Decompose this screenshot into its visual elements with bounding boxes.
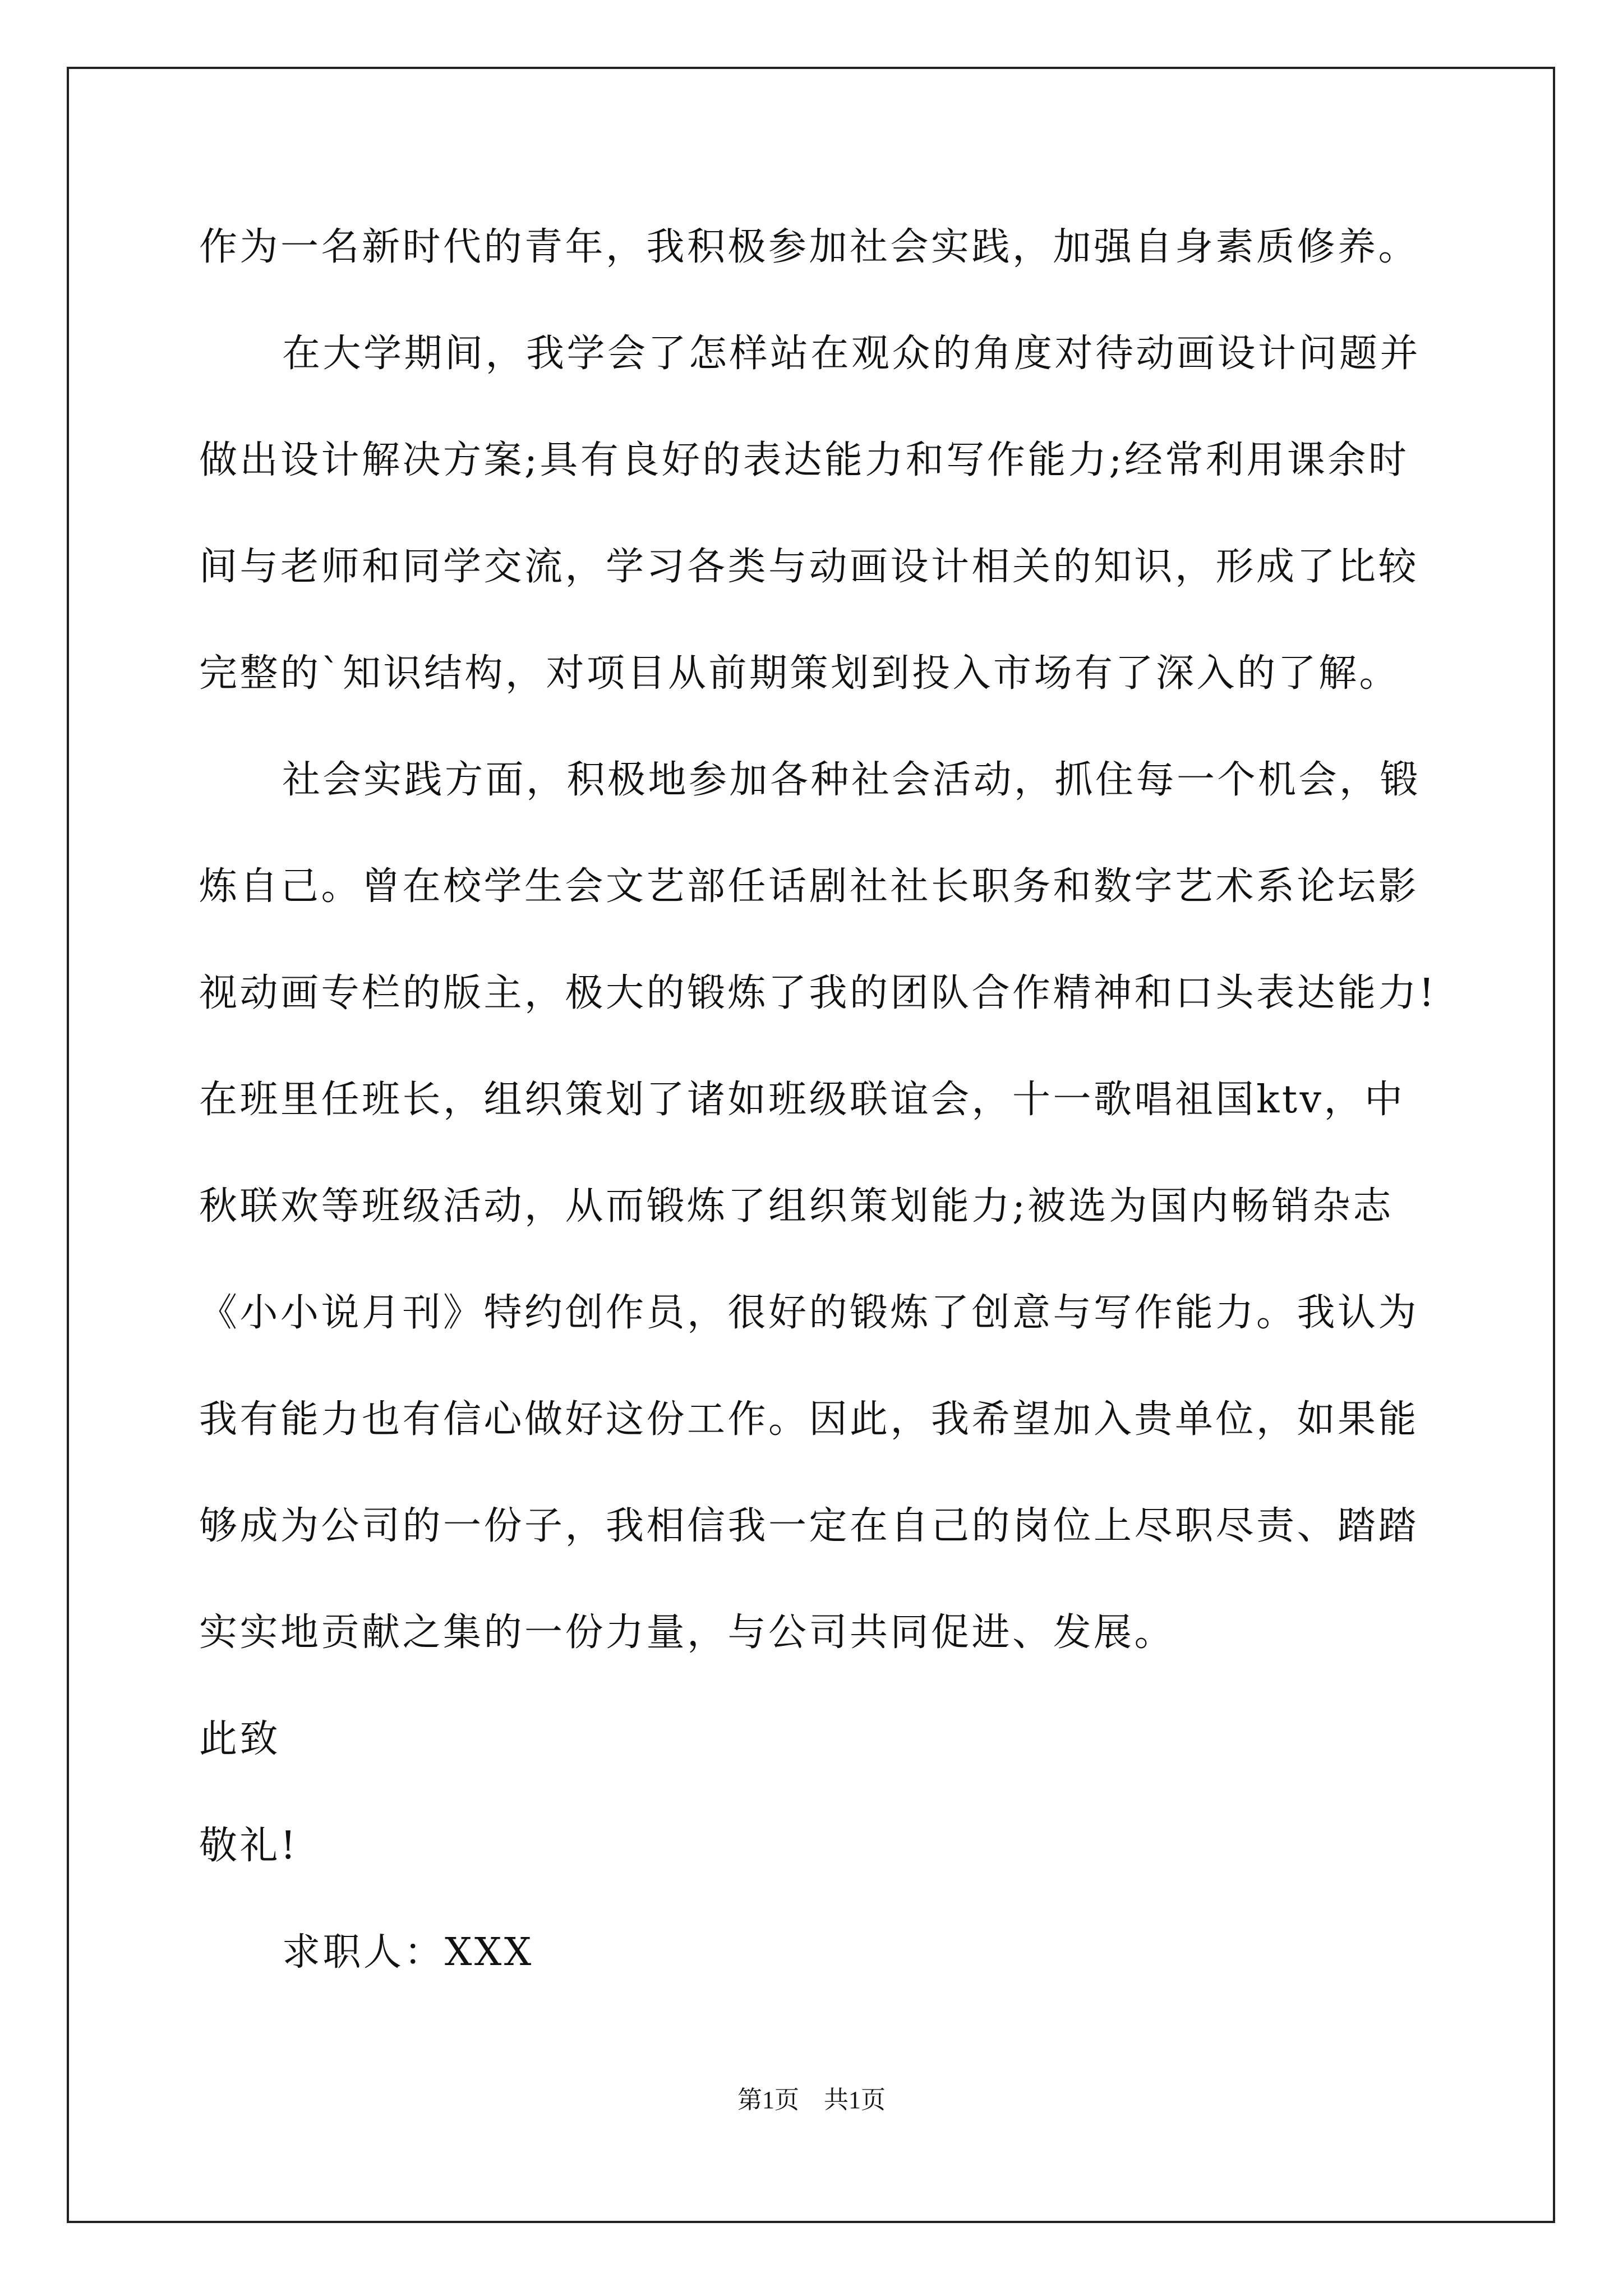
closing-text: 此致: [199, 1717, 281, 1761]
text-line: 间与老师和同学交流，学习各类与动画设计相关的知识，形成了比较: [199, 545, 1419, 589]
salutation-text: 敬礼!: [199, 1824, 298, 1868]
text-line: 秋联欢等班级活动，从而锻炼了组织策划能力;被选为国内畅销杂志: [199, 1184, 1394, 1228]
text-line: 完整的`知识结构，对项目从前期策划到投入市场有了深入的了解。: [199, 651, 1400, 696]
page-number: 第1页 共1页: [737, 2086, 886, 2114]
text-line: 够成为公司的一份子，我相信我一定在自己的岗位上尽职尽责、踏踏: [199, 1504, 1419, 1548]
text-line: 炼自己。曾在校学生会文艺部任话剧社社长职务和数字艺术系论坛影: [199, 864, 1419, 909]
text-line: 我有能力也有信心做好这份工作。因此，我希望加入贵单位，如果能: [199, 1397, 1419, 1442]
text-line: 作为一名新时代的青年，我积极参加社会实践，加强自身素质修养。: [199, 225, 1419, 269]
page-border: [67, 67, 1555, 2223]
text-line: 社会实践方面，积极地参加各种社会活动，抓住每一个机会，锻: [282, 758, 1421, 802]
signature-text: 求职人：XXX: [282, 1930, 534, 1975]
text-line: 《小小说月刊》特约创作员，很好的锻炼了创意与写作能力。我认为: [199, 1291, 1419, 1335]
text-line: 做出设计解决方案;具有良好的表达能力和写作能力;经常利用课余时: [199, 438, 1409, 482]
text-line: 视动画专栏的版主，极大的锻炼了我的团队合作精神和口头表达能力!: [199, 971, 1437, 1015]
text-line: 在大学期间，我学会了怎样站在观众的角度对待动画设计问题并: [282, 332, 1421, 376]
text-line: 在班里任班长，组织策划了诸如班级联谊会，十一歌唱祖国ktv，中: [199, 1078, 1405, 1122]
text-line: 实实地贡献之集的一份力量，与公司共同促进、发展。: [199, 1611, 1175, 1655]
